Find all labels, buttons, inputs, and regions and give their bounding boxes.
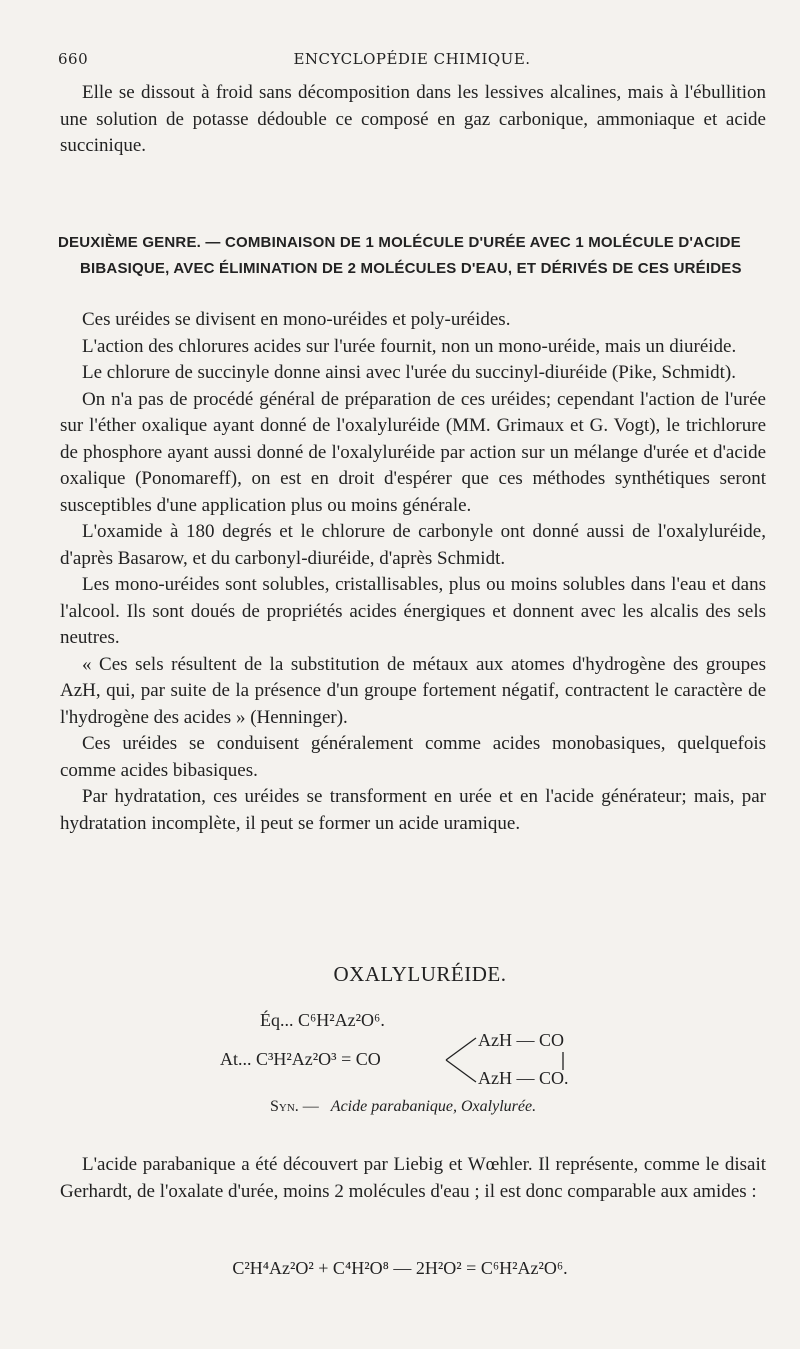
atomic-formula [220,1049,381,1070]
at-label: At... [220,1049,252,1069]
section-heading [58,230,766,282]
paragraph: Le chlorure de succinyle donne ainsi avec l'urée du succinyl-diuréide (Pike, Schmidt). [82,362,736,383]
eq-formula: C⁶H²Az²O⁶. [298,1010,385,1030]
paragraph: L'oxamide à 180 degrés et le chlorure de carbonyle ont donné aussi de l'oxalyluréide, d'après Basarow, et du carbonyl-diuréide, d'après Schmidt. [60,521,766,569]
paragraph: Ces uréides se divisent en mono-uréides et poly-uréides. [82,309,511,330]
paragraph: Les mono-uréides sont solubles, cristallisables, plus ou moins solubles dans l'eau et dans l'alcool. Ils sont doués de propriétés acides énergiques et donnent avec les alcalis des sels neutres. [60,574,766,648]
page-number: 660 [58,50,89,68]
body-text [60,307,766,837]
eq-label: Éq... [260,1010,294,1030]
paragraph: Par hydratation, ces uréides se transforment en urée et en l'acide générateur; mais, par hydratation incomplète, il peut se former un acide uramique. [60,786,766,834]
syn-names: Acide parabanique, Oxalylurée. [330,1098,537,1115]
syn-label: Syn. — [270,1098,319,1115]
intro-paragraph: Elle se dissout à froid sans décomposition dans les lessives alcalines, mais à l'ébullition une solution de potasse dédouble ce composé en gaz carbonique, ammoniaque et acide succinique. [60,82,766,156]
synonyms [270,1098,536,1116]
branch-lower: AzH — CO. [478,1068,569,1088]
at-formula: C³H²Az²O³ = CO [256,1049,381,1069]
intro-text [60,80,766,160]
closing-paragraph: L'acide parabanique a été découvert par Liebig et Wœhler. Il représente, comme le disait Gerhardt, de l'oxalate d'urée, moins 2 molécules d'eau ; il est donc comparable aux amides : [60,1154,766,1202]
equivalent-formula [260,1010,385,1031]
paragraph: On n'a pas de procédé général de préparation de ces uréides; cependant l'action de l'urée sur l'éther oxalique ayant donné de l'oxalyluréide (MM. Grimaux et G. Vogt), le trichlorure de phosphore ayant aussi donné de l'oxalyluréide par action sur un mélange d'urée et d'acide oxalique (Ponomareff), on est en droit d'espérer que ces méthodes synthétiques seront susceptibles d'une application plus ou moins générale. [60,388,766,516]
running-title: ENCYCLOPÉDIE CHIMIQUE. [293,50,531,68]
branch-upper: AzH — CO [478,1030,564,1050]
section-heading-line1: DEUXIÈME GENRE. — COMBINAISON DE 1 MOLÉCULE D'URÉE AVEC 1 MOLÉCULE D'ACIDE [58,234,741,251]
paragraph: L'action des chlorures acides sur l'urée fournit, non un mono-uréide, mais un diuréide. [82,335,737,357]
reaction-equation: C²H⁴Az²O² + C⁴H²O⁸ — 2H²O² = C⁶H²Az²O⁶. [232,1258,568,1278]
page-header [58,50,766,72]
compound-title: OXALYLURÉIDE. [333,962,507,986]
paragraph: « Ces sels résultent de la substitution de métaux aux atomes d'hydrogène des groupes AzH, qui, par suite de la présence d'un groupe fortement négatif, contractent le caractère de l'hydrogène des acides » (Henninger). [60,653,766,728]
section-heading-line2: BIBASIQUE, AVEC ÉLIMINATION DE 2 MOLÉCULES D'EAU, ET DÉRIVÉS DE CES URÉIDES [80,260,742,277]
structure-bonds-icon [444,1032,480,1088]
formula-block [200,1010,650,1090]
paragraph: Ces uréides se conduisent généralement comme acides monobasiques, quelquefois comme acides bibasiques. [60,733,766,781]
closing-text [60,1152,766,1205]
